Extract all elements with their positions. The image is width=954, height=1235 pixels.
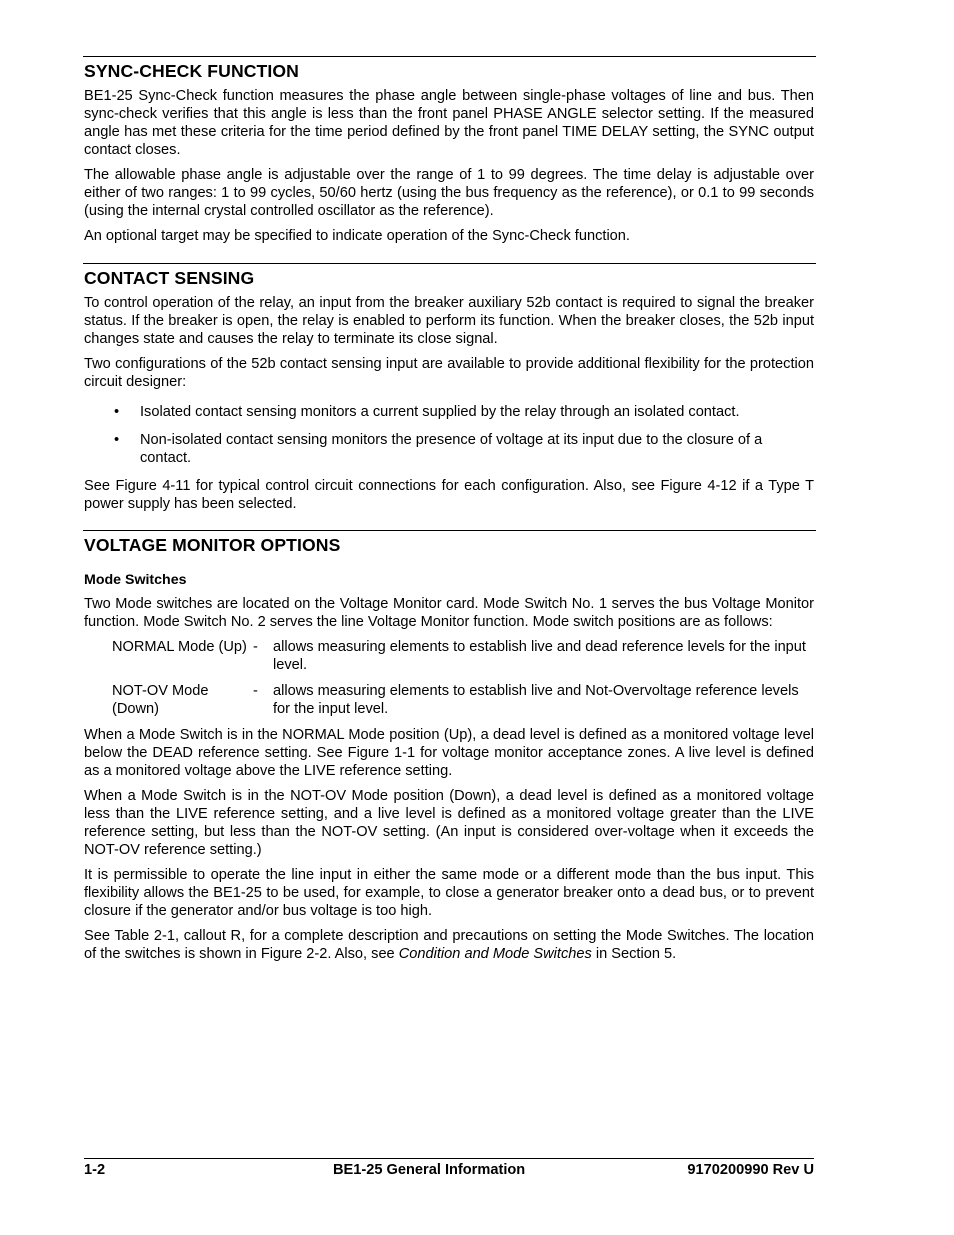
paragraph: BE1-25 Sync-Check function measures the phase angle between single-phase voltages of line and bus. Then sync-check verifies that this angle is less than the front panel PHASE ANGLE selector setting. If the measured angle has met these criteria for the time period defined by the front panel TIME DELAY setting, the SYNC output contact closes. — [84, 88, 814, 158]
mode-dash: - — [253, 683, 258, 699]
page-footer — [84, 1158, 814, 1178]
paragraph: It is permissible to operate the line input in either the same mode or a different mode than the bus input. This flexibility allows the BE1-25 to be used, for example, to close a generator breaker onto a dead bus, or to prevent closure if the generator and/or bus voltage is too high. — [84, 867, 814, 919]
mode-row — [84, 638, 814, 674]
section-title-voltage-monitor: VOLTAGE MONITOR OPTIONS — [84, 535, 341, 555]
paragraph: An optional target may be specified to indicate operation of the Sync-Check function. — [84, 228, 630, 244]
mode-description: allows measuring elements to establish live and dead reference levels for the input level. — [273, 639, 806, 673]
section-rule — [83, 530, 816, 531]
mode-row — [84, 682, 814, 718]
mode-label: NOT-OV Mode (Down) — [112, 683, 209, 717]
paragraph: See Figure 4-11 for typical control circuit connections for each configuration. Also, see Figure 4-12 if a Type T power supply has been selected. — [84, 478, 814, 512]
mode-label: NORMAL Mode (Up) — [112, 639, 247, 655]
paragraph: The allowable phase angle is adjustable over the range of 1 to 99 degrees. The time delay is adjustable over either of two ranges: 1 to 99 cycles, 50/60 hertz (using the bus frequency as the reference), or 0.1 to 99 seconds (using the internal crystal controlled oscillator as the reference). — [84, 167, 814, 219]
section-title-sync-check: SYNC-CHECK FUNCTION — [84, 61, 299, 81]
footer-page-number: 1-2 — [84, 1162, 106, 1178]
subsection-title-mode-switches: Mode Switches — [84, 572, 187, 588]
bullet-icon: • — [114, 404, 120, 420]
mode-dash: - — [253, 639, 258, 655]
list-item: • Isolated contact sensing monitors a current supplied by the relay through an isolated contact. — [114, 404, 740, 420]
list-item: • Non-isolated contact sensing monitors the presence of voltage at its input due to the closure of a contact. — [114, 432, 763, 466]
paragraph: When a Mode Switch is in the NORMAL Mode position (Up), a dead level is defined as a monitored voltage level below the DEAD reference setting. See Figure 1-1 for voltage monitor acceptance zones. A live level is defined as a monitored voltage above the LIVE reference setting. — [84, 727, 814, 779]
document-page — [84, 0, 814, 970]
mode-description: allows measuring elements to establish live and Not-Overvoltage reference levels for the input level. — [273, 683, 799, 717]
paragraph: When a Mode Switch is in the NOT-OV Mode position (Down), a dead level is defined as a monitored voltage less than the LIVE reference setting, and a live level is defined as a monitored voltage greater than the LIVE reference setting, but less than the NOT-OV setting. (An input is considered over-voltage when it exceeds the NOT-OV reference setting.) — [84, 788, 814, 858]
section-rule — [83, 263, 816, 264]
section-rule — [83, 56, 816, 57]
footer-document-title: BE1-25 General Information — [333, 1162, 526, 1178]
paragraph: Two configurations of the 52b contact sensing input are available to provide additional flexibility for the protection circuit designer: — [84, 356, 814, 390]
bullet-icon: • — [114, 432, 120, 448]
paragraph: Two Mode switches are located on the Voltage Monitor card. Mode Switch No. 1 serves the bus Voltage Monitor function. Mode Switch No. 2 serves the line Voltage Monitor function. Mode switch positions are as follows: — [84, 596, 814, 630]
paragraph: See Table 2-1, callout R, for a complete description and precautions on setting the Mode Switches. The location of the switches is shown in Figure 2-2. Also, see Condition and Mode Switches in Section 5. — [84, 928, 814, 962]
italic-reference: Condition and Mode Switches — [398, 946, 592, 962]
paragraph: To control operation of the relay, an input from the breaker auxiliary 52b contact is required to signal the breaker status. If the breaker is open, the relay is enabled to perform its function. When the breaker closes, the 52b input changes state and causes the relay to terminate its close signal. — [84, 295, 814, 347]
section-title-contact-sensing: CONTACT SENSING — [84, 268, 255, 288]
bullet-list — [84, 403, 814, 467]
footer-revision: 9170200990 Rev U — [687, 1162, 814, 1178]
